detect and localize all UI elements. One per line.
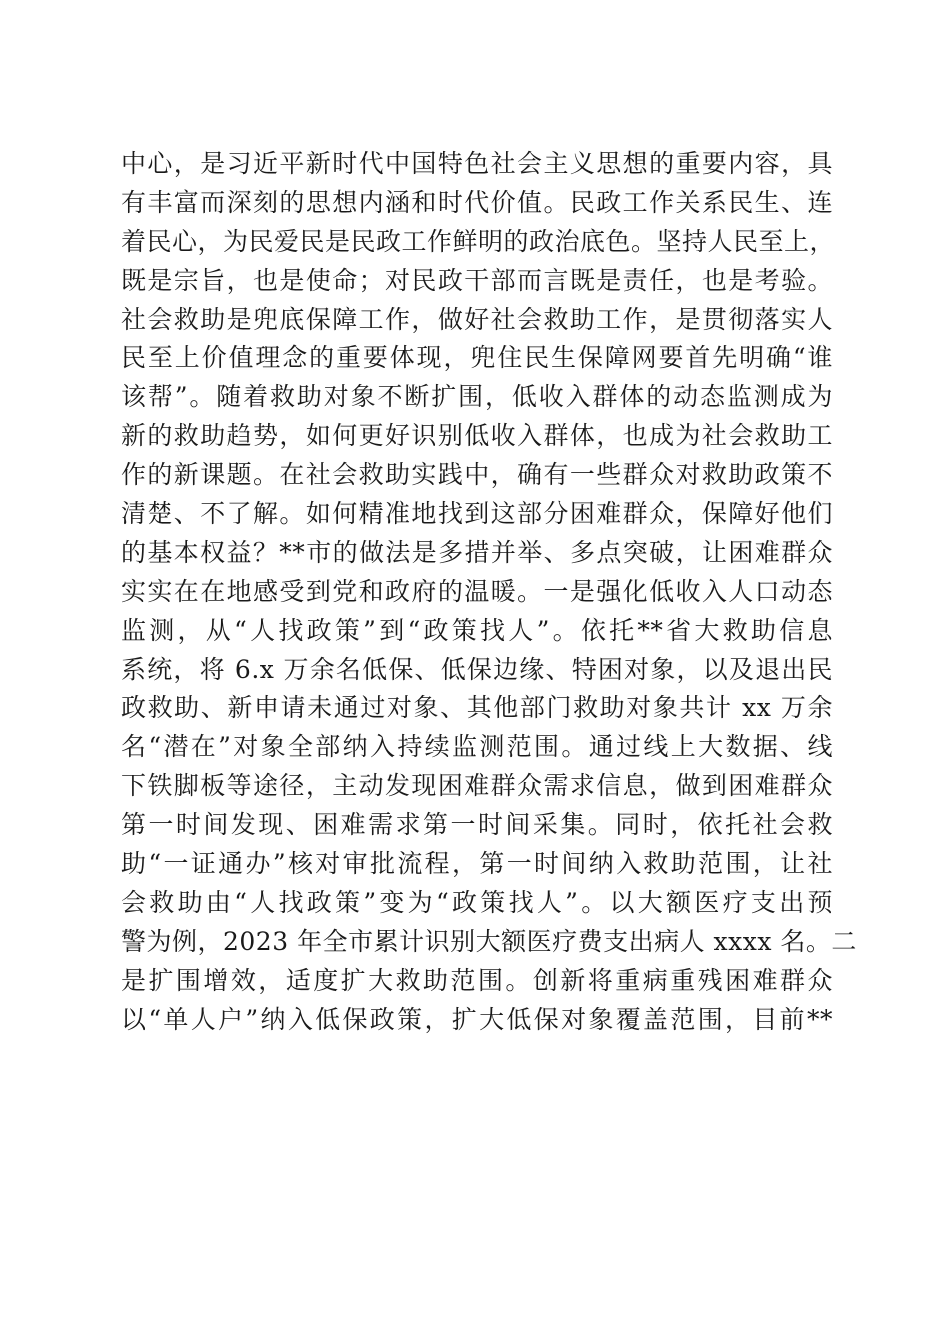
text-line: 有丰富而深刻的思想内涵和时代价值。民政工作关系民生、连 (121, 187, 833, 217)
text-line: 作的新课题。在社会救助实践中，确有一些群众对救助政策不 (121, 460, 833, 490)
text-line: 系统，将 6.x 万余名低保、低保边缘、特困对象，以及退出民 (121, 654, 833, 684)
text-line: 以“单人户”纳入低保政策，扩大低保对象覆盖范围，目前** (121, 1004, 833, 1034)
text-line: 民至上价值理念的重要体现，兜住民生保障网要首先明确“谁 (121, 343, 833, 373)
text-line: 是扩围增效，适度扩大救助范围。创新将重病重残困难群众 (121, 965, 833, 995)
text-line: 下铁脚板等途径，主动发现困难群众需求信息，做到困难群众 (121, 771, 833, 801)
text-line: 监测，从“人找政策”到“政策找人”。依托**省大救助信息 (121, 615, 833, 645)
text-line: 名“潜在”对象全部纳入持续监测范围。通过线上大数据、线 (121, 732, 833, 762)
text-line: 既是宗旨，也是使命；对民政干部而言既是责任，也是考验。 (121, 265, 833, 295)
text-line: 实实在在地感受到党和政府的温暖。一是强化低收入人口动态 (121, 576, 833, 606)
text-line: 社会救助是兜底保障工作，做好社会救助工作，是贯彻落实人 (121, 304, 833, 334)
text-line: 中心，是习近平新时代中国特色社会主义思想的重要内容，具 (121, 149, 833, 178)
text-line: 警为例，2023 年全市累计识别大额医疗费支出病人 xxxx 名。二 (121, 926, 857, 956)
text-line: 新的救助趋势，如何更好识别低收入群体，也成为社会救助工 (121, 421, 833, 451)
text-line: 政救助、新申请未通过对象、其他部门救助对象共计 xx 万余 (121, 693, 833, 723)
text-line: 第一时间发现、困难需求第一时间采集。同时，依托社会救 (121, 810, 833, 840)
text-line: 助“一证通办”核对审批流程，第一时间纳入救助范围，让社 (121, 849, 833, 879)
text-line: 该帮”。随着救助对象不断扩围，低收入群体的动态监测成为 (121, 382, 833, 412)
text-line: 清楚、不了解。如何精准地找到这部分困难群众，保障好他们 (121, 499, 833, 529)
text-line: 的基本权益？**市的做法是多措并举、多点突破，让困难群众 (121, 537, 833, 567)
body-text (121, 145, 857, 1039)
text-line: 会救助由“人找政策”变为“政策找人”。以大额医疗支出预 (121, 887, 833, 917)
text-line: 着民心，为民爱民是民政工作鲜明的政治底色。坚持人民至上， (121, 226, 836, 256)
